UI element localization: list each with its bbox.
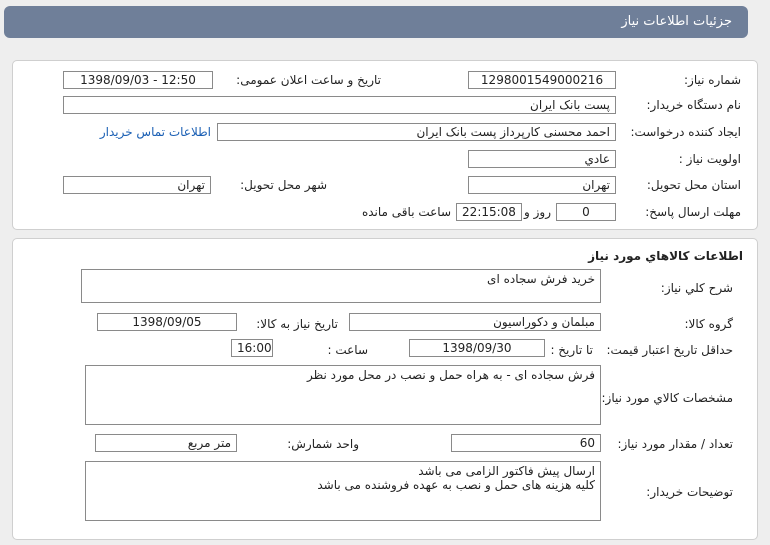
need-date-field[interactable]: 1398/09/05 <box>97 313 237 331</box>
buyer-contact-link[interactable]: اطلاعات تماس خریدار <box>99 125 211 139</box>
unit-field[interactable]: متر مربع <box>95 434 237 452</box>
until-date-label: تا تاریخ : <box>550 343 593 357</box>
delivery-city-field[interactable]: تهران <box>63 176 211 194</box>
quantity-field[interactable]: 60 <box>451 434 601 452</box>
buyer-org-field[interactable]: پست بانک ایران <box>63 96 616 114</box>
announce-datetime-field[interactable]: 1398/09/03 - 12:50 <box>63 71 213 89</box>
delivery-province-field[interactable]: تهران <box>468 176 616 194</box>
requester-field[interactable]: احمد محسنی کارپرداز پست بانک ایران <box>217 123 616 141</box>
days-word: روز و <box>524 205 551 219</box>
goods-spec-field[interactable]: فرش سجاده ای - به هراه حمل و نصب در محل مورد نظر <box>85 365 601 425</box>
buyer-org-label: نام دستگاه خریدار: <box>646 98 741 112</box>
buyer-notes-label: توضیحات خریدار: <box>646 485 733 499</box>
buyer-notes-field[interactable]: ارسال پیش فاکتور الزامی می باشد کلیه هزینه های حمل و نصب به عهده فروشنده می باشد <box>85 461 601 521</box>
unit-label: واحد شمارش: <box>287 437 359 451</box>
general-desc-label: شرح کلي نياز: <box>660 281 733 295</box>
goods-group-label: گروه کالا: <box>684 317 733 331</box>
need-date-label: تاریخ نیاز به کالا: <box>256 317 338 331</box>
validity-time-label: ساعت : <box>327 343 368 357</box>
delivery-city-label: شهر محل تحویل: <box>240 178 327 192</box>
priority-field[interactable]: عادي <box>468 150 616 168</box>
until-date-field[interactable]: 1398/09/30 <box>409 339 545 357</box>
requester-label: ایجاد کننده درخواست: <box>630 125 741 139</box>
validity-time-field[interactable]: 16:00 <box>231 339 273 357</box>
priority-label: اولویت نیاز : <box>678 152 741 166</box>
time-remaining-field[interactable]: 22:15:08 <box>456 203 522 221</box>
need-info-panel <box>12 60 758 230</box>
general-desc-field[interactable]: خرید فرش سجاده ای <box>81 269 601 303</box>
page-title: جزئیات اطلاعات نیاز <box>621 14 732 29</box>
goods-group-field[interactable]: مبلمان و دکوراسیون <box>349 313 601 331</box>
goods-section-title: اطلاعات کالاهاي مورد نياز <box>588 249 743 263</box>
page-header <box>4 6 748 38</box>
delivery-province-label: استان محل تحویل: <box>646 178 741 192</box>
min-price-validity-label: حداقل تاریخ اعتبار قیمت: <box>606 343 733 357</box>
need-number-label: شماره نیاز: <box>684 73 741 87</box>
quantity-label: تعداد / مقدار مورد نياز: <box>617 437 733 451</box>
remaining-word: ساعت باقی مانده <box>361 205 451 219</box>
response-deadline-label: مهلت ارسال پاسخ: <box>645 205 741 219</box>
goods-info-panel <box>12 238 758 540</box>
days-field[interactable]: 0 <box>556 203 616 221</box>
goods-spec-label: مشخصات کالاي مورد نياز: <box>601 391 733 405</box>
need-number-field[interactable]: 1298001549000216 <box>468 71 616 89</box>
announce-datetime-label: تاریخ و ساعت اعلان عمومی: <box>236 73 381 87</box>
